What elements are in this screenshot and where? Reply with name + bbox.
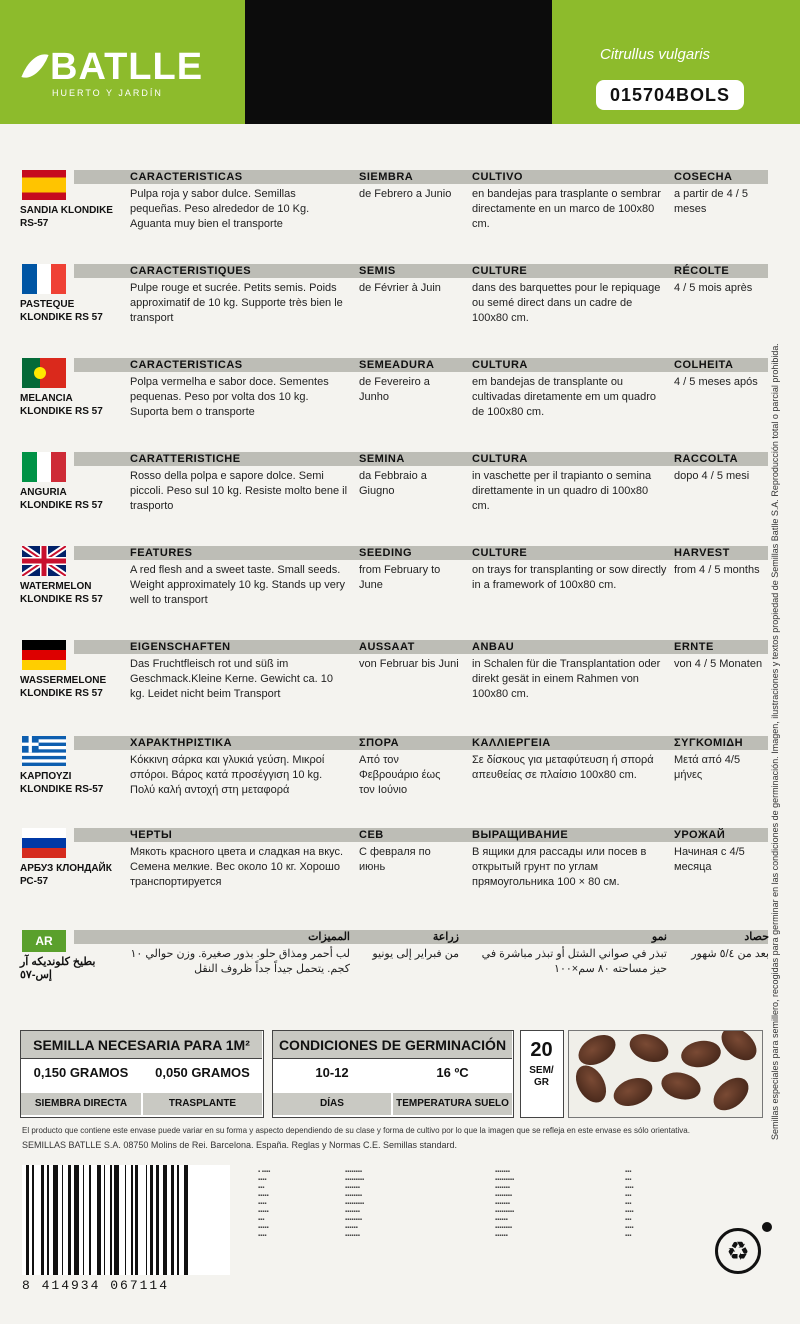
- cultivation-text: В ящики для рассады или посев в открытый грунт по углам прямоугольника 100 × 80 см.: [472, 846, 647, 888]
- sowing-heading: AUSSAAT: [359, 641, 415, 653]
- barcode-bar: [184, 1165, 189, 1275]
- cultivation-text: en bandejas para trasplante o sembrar directamente en un marco de 100x80 cm.: [472, 188, 661, 230]
- germination-days-value: 10-12: [315, 1065, 349, 1080]
- barcode-bar: [125, 1165, 127, 1275]
- product-name: KAPΠΟΥΖΙ KLONDIKE RS-57: [20, 771, 104, 795]
- barcode-bar: [68, 1165, 71, 1275]
- features-heading: FEATURES: [130, 547, 193, 559]
- brand-name: BATLLE: [50, 46, 204, 88]
- harvest-text: Начиная с 4/5 месяца: [674, 846, 745, 873]
- summary-panel: [20, 1030, 770, 1120]
- barcode-number: 8 414934 067114: [22, 1278, 170, 1293]
- latin-name: Citrullus vulgaris: [600, 46, 711, 63]
- seed-image: [707, 1071, 754, 1117]
- features-heading: CARACTERISTICAS: [130, 171, 243, 183]
- barcode-bar: [53, 1165, 58, 1275]
- features-text: Pulpe rouge et sucrée. Petits semis. Poids approximatif de 10 kg. Supporte très bien le transport: [130, 282, 343, 324]
- sowing-heading: SEMIS: [359, 265, 396, 277]
- cultivation-heading: ANBAU: [472, 641, 515, 653]
- product-name: SANDIA KLONDIKE RS-57: [20, 205, 113, 229]
- sowing-text: С февраля по июнь: [359, 846, 431, 873]
- flag-de-icon: [22, 640, 66, 670]
- flag-fr-icon: [22, 264, 66, 294]
- features-heading: CARACTERISTIQUES: [130, 265, 252, 277]
- features-heading: CARATTERISTICHE: [130, 453, 241, 465]
- harvest-heading: УРОЖАЙ: [674, 829, 726, 841]
- company-text: SEMILLAS BATLLE S.A. 08750 Molins de Rei. Barcelona. España. Reglas y Normas C.E. Semillas standard.: [22, 1140, 458, 1150]
- product-name: АРБУЗ КЛОНДАЙК РС-57: [20, 863, 112, 887]
- seeds-per-gram-box: [520, 1030, 564, 1118]
- language-section-ru: [18, 828, 768, 918]
- harvest-text: von 4 / 5 Monaten: [674, 658, 763, 670]
- features-text: Polpa vermelha e sabor doce. Sementes pequenas. Peso por volta dos 10 kg. Suporta bem o transporte: [130, 376, 329, 418]
- cultivation-text: on trays for transplanting or sow directly in a framework of 100x80 cm.: [472, 564, 667, 591]
- features-text: Pulpa roja y sabor dulce. Semillas pequeñas. Peso alrededor de 10 Kg. Aguanta muy bien el transporte: [130, 188, 310, 230]
- seed-image: [610, 1073, 656, 1111]
- seed-image: [573, 1030, 621, 1071]
- cultivation-heading: CULTIVO: [472, 171, 523, 183]
- flag-pt-icon: [22, 358, 66, 388]
- leaf-icon: [21, 49, 48, 83]
- harvest-heading: COSECHA: [674, 171, 733, 183]
- flag-gb-icon: [22, 546, 66, 576]
- seed-image: [570, 1060, 613, 1108]
- sowing-heading: زراعة: [432, 931, 459, 943]
- germination-days-label: DÍAS: [273, 1093, 391, 1115]
- harvest-heading: RACCOLTA: [674, 453, 739, 465]
- seeds-per-gram-unit: SEM/ GR: [529, 1065, 554, 1088]
- harvest-heading: HARVEST: [674, 547, 730, 559]
- language-section-ar: [18, 930, 768, 1020]
- barcode-bar: [32, 1165, 34, 1275]
- language-section-pt: [18, 358, 768, 448]
- cultivation-text: em bandejas de transplante ou cultivadas diretamente em um quadro de 100x80 cm.: [472, 376, 657, 418]
- fine-print-column: ▪▪▪ ▪▪▪ ▪▪▪▪ ▪▪▪ ▪▪▪ ▪▪▪▪ ▪▪▪ ▪▪▪▪ ▪▪▪: [625, 1169, 634, 1239]
- barcode-bar: [83, 1165, 85, 1275]
- seed-image: [679, 1038, 723, 1071]
- product-name: ANGURIA KLONDIKE RS 57: [20, 487, 103, 511]
- harvest-heading: ΣΥΓΚΟΜΙΔΗ: [674, 737, 744, 749]
- barcode-bar: [156, 1165, 159, 1275]
- language-section-fr: [18, 264, 768, 354]
- sowing-heading: SEMEADURA: [359, 359, 435, 371]
- language-section-gb: [18, 546, 768, 636]
- seed-image: [658, 1068, 703, 1103]
- cultivation-heading: CULTURA: [472, 359, 528, 371]
- cultivation-text: Σε δίσκους για μεταφύτευση ή σπορά απευθείας σε πλαίσιο 100x80 cm.: [472, 754, 654, 781]
- barcode-bar: [74, 1165, 79, 1275]
- recycle-icon: ♻: [715, 1228, 761, 1274]
- barcode-bar: [150, 1165, 153, 1275]
- cultivation-heading: نمو: [651, 931, 667, 943]
- germination-box: [272, 1030, 514, 1118]
- barcode-bar: [110, 1165, 112, 1275]
- language-section-gr: [18, 736, 768, 826]
- brand-subtitle: HUERTO Y JARDÍN: [52, 88, 163, 98]
- harvest-heading: RÉCOLTE: [674, 265, 730, 277]
- harvest-heading: COLHEITA: [674, 359, 734, 371]
- barcode-bar: [26, 1165, 29, 1275]
- features-text: Κόκκινη σάρκα και γλυκιά γεύση. Μικροί σπόροι. Βάρος κατά προσέγγιση 10 kg. Πολύ καλή αντοχή στη μεταφορά: [130, 754, 325, 796]
- cultivation-heading: CULTURE: [472, 265, 528, 277]
- cultivation-heading: ΚΑΛΛΙΕΡΓΕΙΑ: [472, 737, 551, 749]
- barcode-bar: [89, 1165, 91, 1275]
- registered-dot-icon: [762, 1222, 772, 1232]
- features-text: Rosso della polpa e sapore dolce. Semi piccoli. Peso sul 10 kg. Resiste molto bene il trasporto: [130, 470, 348, 512]
- seed-image: [626, 1030, 672, 1067]
- seeds-per-gram-value: 20: [530, 1039, 553, 1061]
- header: [0, 0, 800, 124]
- features-text: A red flesh and a sweet taste. Small seeds. Weight approximately 10 kg. Stands up very well to transport: [130, 564, 346, 606]
- barcode: [22, 1165, 230, 1275]
- harvest-heading: ERNTE: [674, 641, 714, 653]
- features-heading: ЧЕРТЫ: [130, 829, 173, 841]
- barcode-bar: [171, 1165, 174, 1275]
- flag-ar-icon: AR: [22, 930, 66, 952]
- fine-print-column: ▪▪▪▪▪▪▪ ▪▪▪▪▪▪▪▪▪ ▪▪▪▪▪▪▪ ▪▪▪▪▪▪▪▪ ▪▪▪▪▪▪▪ ▪▪▪▪▪▪▪▪▪ ▪▪▪▪▪▪ ▪▪▪▪▪▪▪▪ ▪▪▪▪▪▪: [495, 1169, 515, 1239]
- product-code: 015704BOLS: [596, 80, 744, 110]
- harvest-text: 4 / 5 mois après: [674, 282, 753, 294]
- harvest-text: Μετά από 4/5 μήνες: [674, 754, 741, 781]
- cultivation-heading: CULTURA: [472, 453, 528, 465]
- germination-temp-value: 16 ºC: [436, 1065, 469, 1080]
- barcode-bar: [62, 1165, 64, 1275]
- barcode-bar: [97, 1165, 100, 1275]
- harvest-heading: حصاد: [744, 931, 769, 943]
- sowing-heading: SEMINA: [359, 453, 405, 465]
- product-name: بطيخ كلونديكه آر إس-٥٧: [20, 956, 96, 981]
- sowing-text: de Febrero a Junio: [359, 188, 452, 200]
- seed-direct-value: 0,150 GRAMOS: [33, 1065, 129, 1080]
- barcode-bar: [146, 1165, 148, 1275]
- cultivation-text: in Schalen für die Transplantation oder direkt gesät in einem Rahmen von 100x80 cm.: [472, 658, 661, 700]
- product-name: MELANCIA KLONDIKE RS 57: [20, 393, 103, 417]
- sowing-text: da Febbraio a Giugno: [359, 470, 427, 497]
- product-name: WATERMELON KLONDIKE RS 57: [20, 581, 103, 605]
- harvest-text: بعد من ٥/٤ شهور: [691, 948, 769, 960]
- cultivation-heading: ВЫРАЩИВАНИЕ: [472, 829, 569, 841]
- barcode-bar: [41, 1165, 44, 1275]
- flag-gr-icon: [22, 736, 66, 766]
- sowing-heading: ΣΠΟΡΑ: [359, 737, 400, 749]
- seed-required-box: [20, 1030, 264, 1118]
- features-heading: المميزات: [308, 931, 350, 943]
- barcode-bar: [131, 1165, 133, 1275]
- sowing-heading: СЕВ: [359, 829, 384, 841]
- harvest-text: a partir de 4 / 5 meses: [674, 188, 748, 215]
- seed-direct-label: SIEMBRA DIRECTA: [21, 1093, 141, 1115]
- germination-temp-label: TEMPERATURA SUELO: [393, 1093, 512, 1115]
- header-black-panel: [245, 0, 552, 124]
- language-section-es: [18, 170, 768, 260]
- sowing-heading: SEEDING: [359, 547, 413, 559]
- flag-es-icon: [22, 170, 66, 200]
- language-section-de: [18, 640, 768, 730]
- cultivation-heading: CULTURE: [472, 547, 528, 559]
- barcode-bar: [114, 1165, 119, 1275]
- sowing-text: de Fevereiro a Junho: [359, 376, 430, 403]
- features-text: لب أحمر ومذاق حلو. بذور صغيرة. وزن حوالي ١٠ كجم. يتحمل جيداً جداً ظروف النقل: [130, 948, 350, 975]
- flag-ru-icon: [22, 828, 66, 858]
- germination-title: CONDICIONES DE GERMINACIÓN: [273, 1031, 512, 1059]
- cultivation-text: in vaschette per il trapianto o semina direttamente in un quadro di 100x80 cm.: [472, 470, 652, 512]
- barcode-bar: [135, 1165, 138, 1275]
- sowing-text: من فبراير إلى يونيو: [372, 948, 459, 960]
- product-name: WASSERMELONE KLONDIKE RS 57: [20, 675, 107, 699]
- harvest-text: 4 / 5 meses após: [674, 376, 758, 388]
- sowing-text: from February to June: [359, 564, 441, 591]
- fine-print-column: ▪▪▪▪▪▪▪▪ ▪▪▪▪▪▪▪▪▪ ▪▪▪▪▪▪▪ ▪▪▪▪▪▪▪▪ ▪▪▪▪▪▪▪▪▪ ▪▪▪▪▪▪▪ ▪▪▪▪▪▪▪▪ ▪▪▪▪▪▪ ▪▪▪▪▪▪▪: [345, 1169, 365, 1239]
- sowing-text: Από τον Φεβρουάριο έως τον Ιούνιο: [359, 754, 441, 796]
- seed-transplant-value: 0,050 GRAMOS: [155, 1065, 250, 1080]
- brand-logo: [26, 46, 203, 89]
- barcode-bar: [47, 1165, 49, 1275]
- sowing-heading: SIEMBRA: [359, 171, 414, 183]
- features-text: Мякоть красного цвета и сладкая на вкус. Семена мелкие. Вес около 10 кг. Хорошо транспортируется: [130, 846, 344, 888]
- features-heading: CARACTERISTICAS: [130, 359, 243, 371]
- barcode-bar: [104, 1165, 106, 1275]
- features-heading: ΧΑΡΑΚΤΗΡΙΣΤΙΚΑ: [130, 737, 233, 749]
- seed-image: [715, 1030, 762, 1067]
- harvest-text: from 4 / 5 months: [674, 564, 760, 576]
- barcode-bar: [177, 1165, 179, 1275]
- features-text: Das Fruchtfleisch rot und süß im Geschmack.Kleine Kerne. Gewicht ca. 10 kg. Leidet nicht beim Transport: [130, 658, 333, 700]
- side-legal-text: Semillas especiales para semillero, recogidas para germinar en las condiciones de germinación. Imagen, ilustraciones y textos propiedad de Semillas Batlle S.A. Reproducción total o parcial prohibida.: [770, 343, 780, 1140]
- seed-transplant-label: TRASPLANTE: [143, 1093, 262, 1115]
- seed-required-title: SEMILLA NECESARIA PARA 1M²: [21, 1031, 262, 1059]
- cultivation-text: dans des barquettes pour le repiquage ou semé direct dans un cadre de 100x80 cm.: [472, 282, 661, 324]
- harvest-text: dopo 4 / 5 mesi: [674, 470, 750, 482]
- sowing-text: de Février à Juin: [359, 282, 441, 294]
- seed-photo: [568, 1030, 763, 1118]
- sowing-text: von Februar bis Juni: [359, 658, 459, 670]
- barcode-bar: [163, 1165, 168, 1275]
- features-heading: EIGENSCHAFTEN: [130, 641, 231, 653]
- product-name: PASTEQUE KLONDIKE RS 57: [20, 299, 103, 323]
- cultivation-text: تبذر في صواني الشتل أو تبذر مباشرة في حيز مساحته ٨٠ سم×١٠٠: [481, 948, 667, 975]
- flag-it-icon: [22, 452, 66, 482]
- language-section-it: [18, 452, 768, 542]
- fine-print-column: ▪ ▪▪▪▪ ▪▪▪▪ ▪▪▪ ▪▪▪▪▪ ▪▪▪▪ ▪▪▪▪▪ ▪▪▪ ▪▪▪▪▪ ▪▪▪▪: [258, 1169, 271, 1239]
- disclaimer-text: El producto que contiene este envase puede variar en su forma y aspecto dependiendo de su clase y forma de cultivo por lo que la imagen que se refleja en este envase es sólo orientativa.: [22, 1126, 690, 1135]
